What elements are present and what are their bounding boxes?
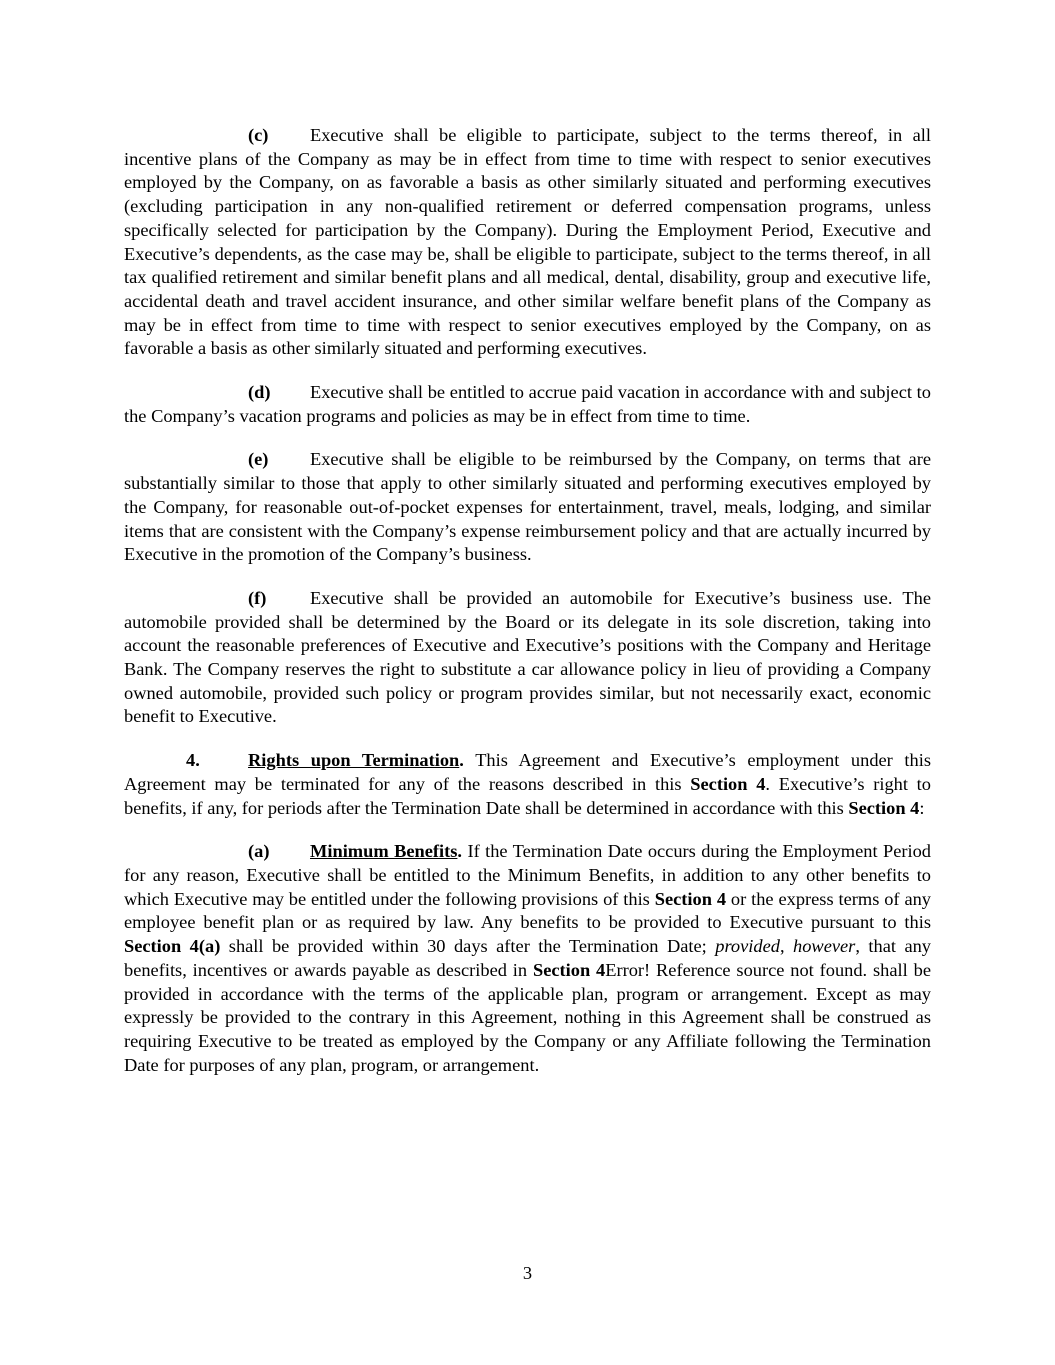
heading-punctuation: . bbox=[459, 750, 464, 771]
subsection-label: (a) bbox=[248, 841, 270, 862]
section-text: , bbox=[779, 936, 794, 957]
section-reference: Section 4 bbox=[690, 773, 766, 794]
paragraph-label: (c) bbox=[248, 125, 269, 145]
italic-term: however bbox=[793, 936, 856, 957]
section-text: If the Termination Date occurs during the Employment Period for any reason, Executive shall be entitled to the Minimum Benefits, in addition to any other benefits to which Executive may be entitled under the following provisions of this bbox=[124, 841, 931, 909]
paragraph-label: (e) bbox=[248, 449, 269, 470]
section-reference: Section 4 bbox=[848, 797, 920, 818]
section-4 bbox=[124, 749, 931, 820]
section-text: Error! Reference source not found. shall be provided in accordance with the terms of the applicable plan, program or arrangement. Except as may expressly be provided to the contrary in this Agreement, nothing in this Agreement shall be construed as requiring Executive to be treated as employed by the Company or any Affiliate following the Termination Date for purposes of any plan, program, or arrangement. bbox=[124, 959, 931, 1075]
paragraph-label: (d) bbox=[248, 382, 271, 403]
section-text: : bbox=[919, 797, 925, 818]
paragraph-text: Executive shall be provided an automobile for Executive’s business use. The automobile provided shall be determined by the Board or its delegate in its sole discretion, taking into account the reasonable preferences of Executive and Executive’s positions with the Company and Heritage Bank. The Company reserves the right to substitute a car allowance policy in lieu of providing a Company owned automobile, provided such policy or program provides similar, but not necessarily exact, economic benefit to Executive. bbox=[124, 587, 931, 727]
paragraph-d bbox=[124, 381, 931, 428]
page-number: 3 bbox=[522, 1263, 533, 1283]
section-text: This Agreement and Executive’s employment under this Agreement may be terminated for any of the reasons described in this bbox=[124, 750, 931, 794]
paragraph-text: Executive shall be eligible to be reimbursed by the Company, on terms that are substantially similar to those that apply to other similarly situated and performing executives employed by the Company, for reasonable out-of-pocket expenses for entertainment, travel, meals, lodging, and similar items that are consistent with the Company’s expense reimbursement policy and that are actually incurred by Executive in the promotion of the Company’s business. bbox=[124, 449, 931, 565]
section-4a bbox=[124, 840, 931, 1077]
paragraph-f bbox=[124, 587, 931, 729]
paragraph-text: Executive shall be entitled to accrue paid vacation in accordance with and subject to the Company’s vacation programs and policies as may be in effect from time to time. bbox=[124, 382, 931, 426]
section-heading: Rights upon Termination bbox=[248, 750, 460, 771]
section-reference: Section 4 bbox=[532, 959, 606, 980]
subsection-heading: Minimum Benefits bbox=[310, 841, 458, 862]
section-number: 4. bbox=[186, 750, 200, 771]
section-text: . Executive’s right to benefits, if any, for periods after the Termination Date shall be determined in accordance with this bbox=[124, 773, 931, 818]
heading-punctuation: . bbox=[457, 841, 463, 862]
section-text: or the express terms of any employee benefit plan or as required by law. Any benefits to be provided to Executive pursuant to this bbox=[124, 888, 931, 933]
section-text: shall be provided within 30 days after the Termination Date; bbox=[220, 936, 716, 957]
section-text: , that any benefits, incentives or awards payable as described in bbox=[124, 936, 931, 980]
section-reference: Section 4(a) bbox=[124, 936, 221, 957]
paragraph-label: (f) bbox=[248, 587, 267, 608]
section-reference: Section 4 bbox=[654, 888, 727, 909]
italic-term: provided bbox=[715, 936, 780, 957]
paragraph-c bbox=[124, 124, 931, 361]
paragraph-text: Executive shall be eligible to participate, subject to the terms thereof, in all incentive plans of the Company as may be in effect from time to time with respect to senior executives employed by the Company, on as favorable a basis as other similarly situated and performing executives (excluding participation in any non-qualified retirement or deferred compensation programs, unless specifically selected for participation by the Company). During the Employment Period, Executive and Executive’s dependents, as the case may be, shall be eligible to participate, subject to the terms thereof, in all tax qualified retirement and similar benefit plans and all medical, dental, disability, group and executive life, accidental death and travel accident insurance, and other similar welfare benefit plans of the Company as may be in effect from time to time with respect to senior executives employed by the Company, on as favorable a basis as other similarly situated and performing executives. bbox=[124, 125, 931, 359]
paragraph-e bbox=[124, 448, 931, 567]
